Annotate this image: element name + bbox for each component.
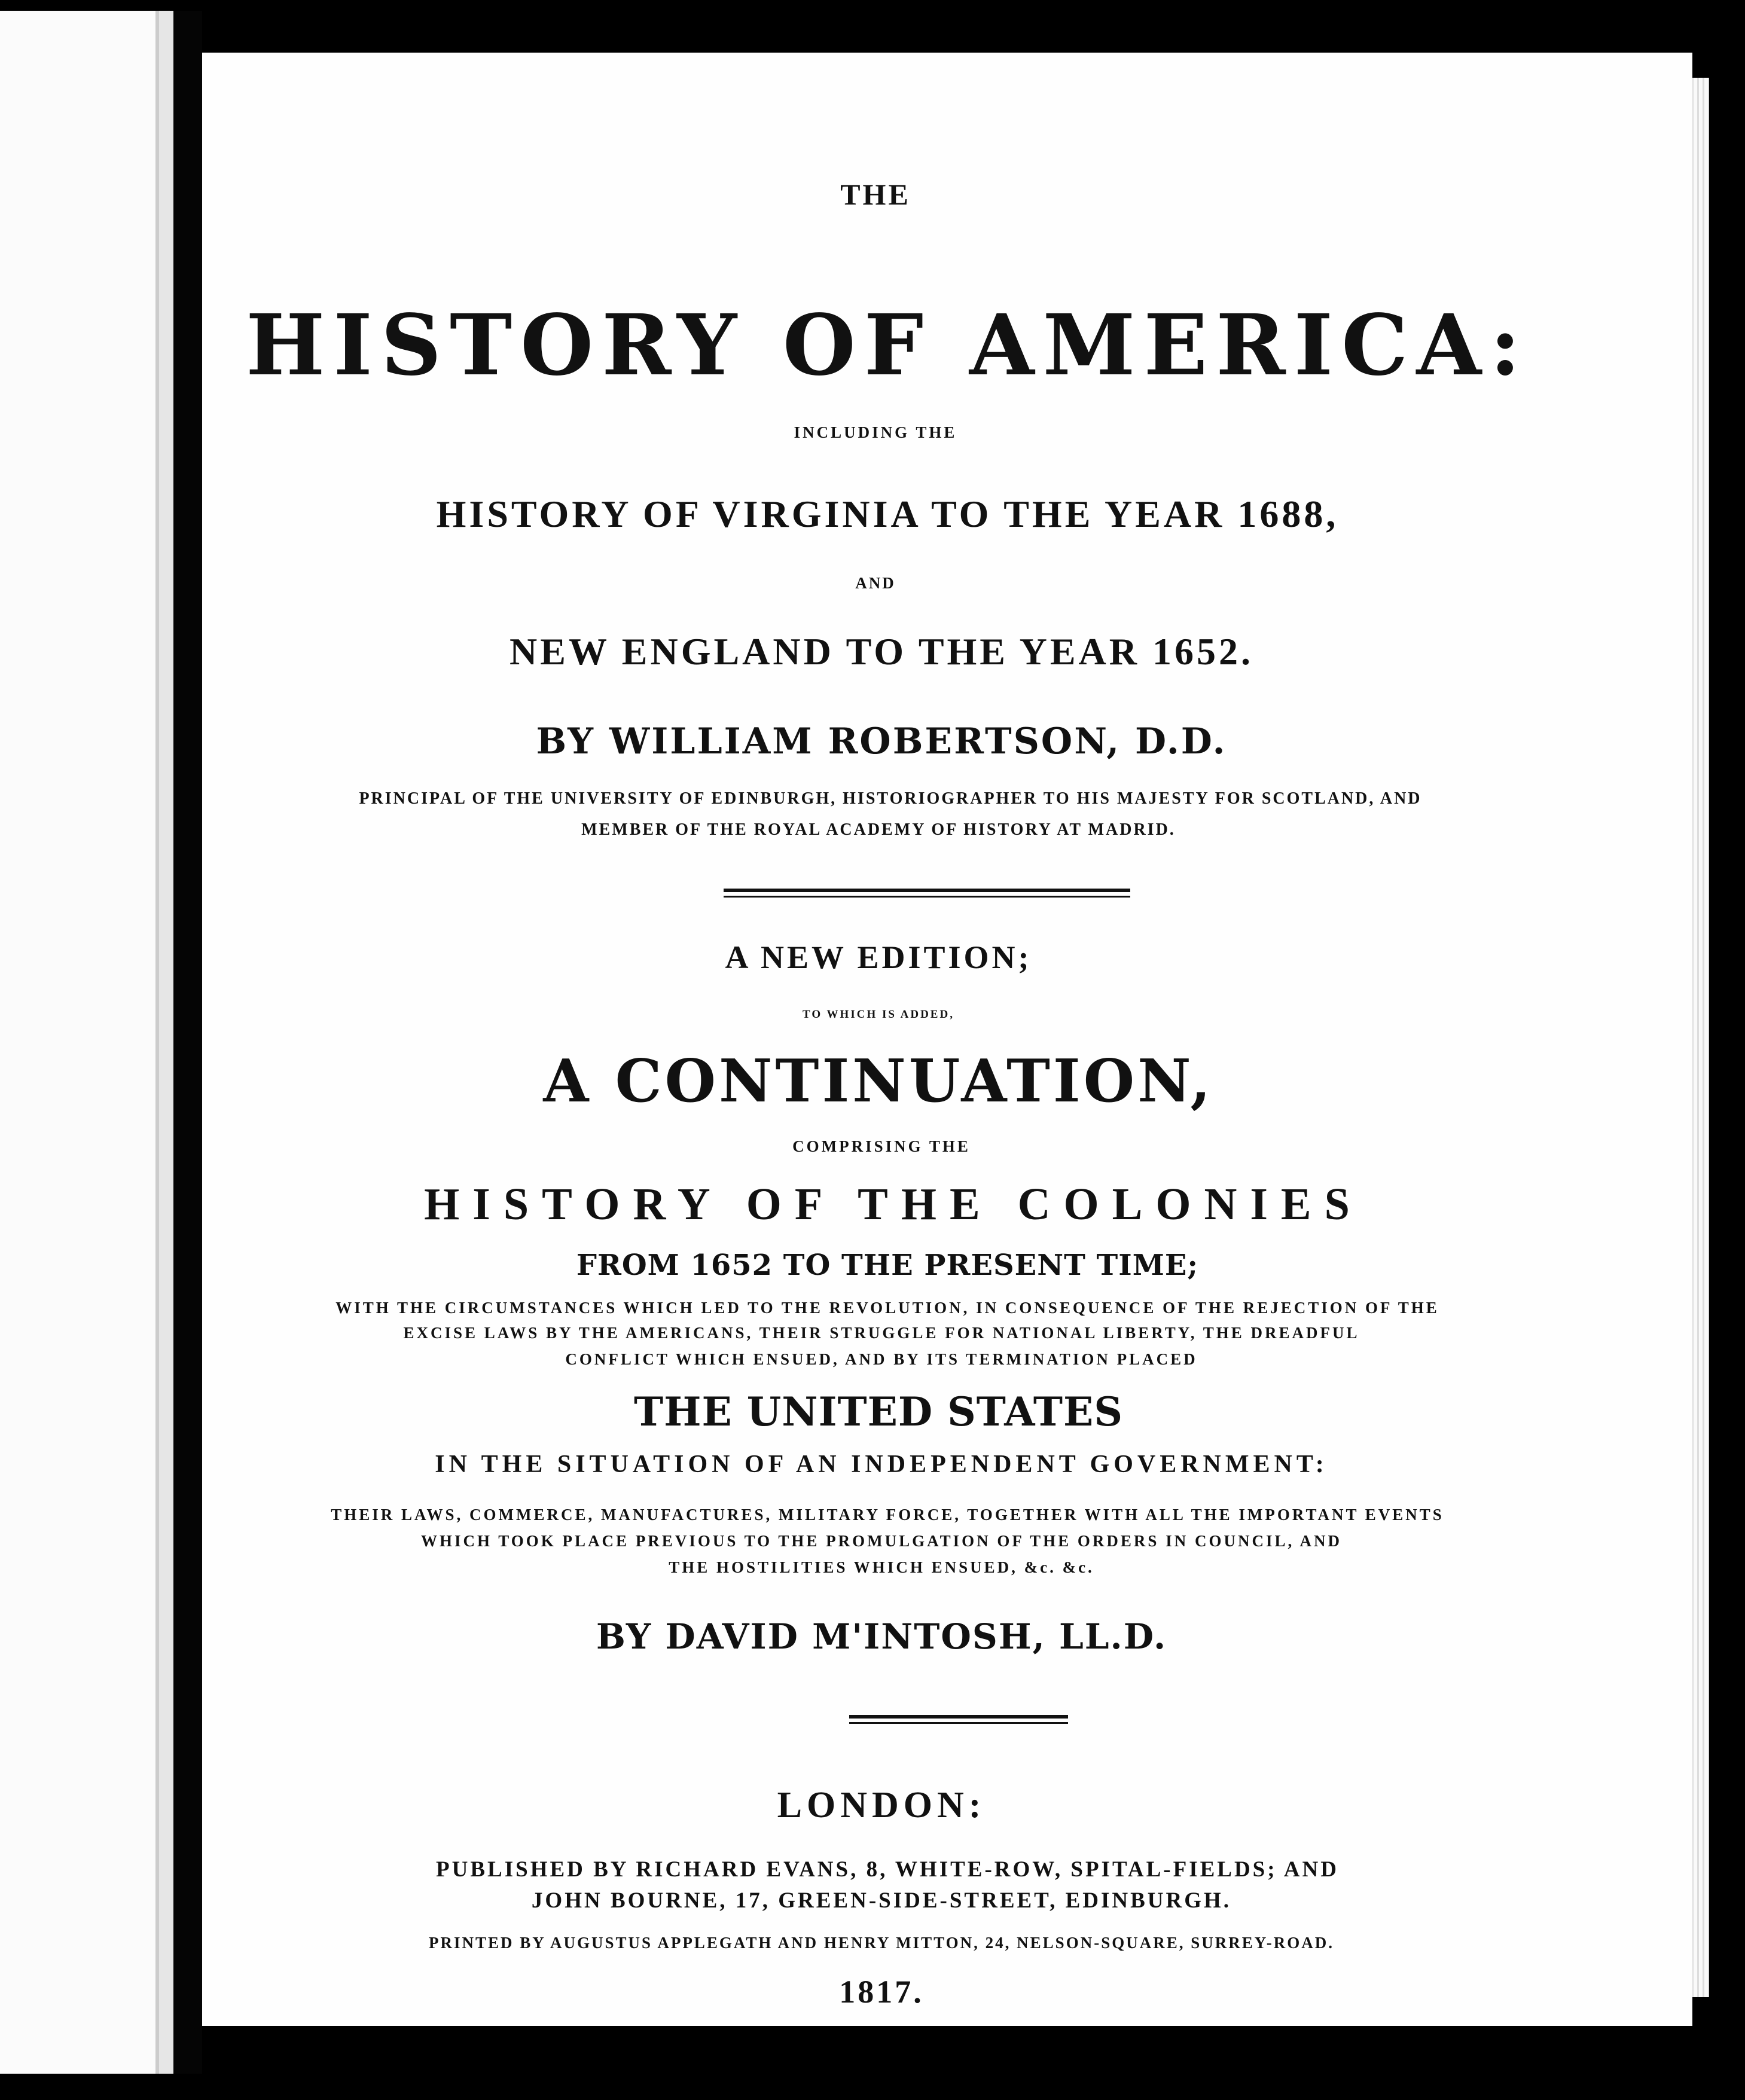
author-credentials-2: MEMBER OF THE ROYAL ACADEMY OF HISTORY AT MADRID. (581, 820, 1176, 839)
laws-1: THEIR LAWS, COMMERCE, MANUFACTURES, MILITARY FORCE, TOGETHER WITH ALL THE IMPORTANT EVENTS (331, 1506, 1444, 1524)
continuation-title: A CONTINUATION, (543, 1047, 1214, 1116)
divider-rule-2 (849, 1715, 1068, 1719)
circumstances-1: WITH THE CIRCUMSTANCES WHICH LED TO THE REVOLUTION, IN CONSEQUENCE OF THE REJECTION OF THE (335, 1299, 1439, 1317)
to-which-added: TO WHICH IS ADDED, (803, 1008, 954, 1021)
circumstances-2: EXCISE LAWS BY THE AMERICANS, THEIR STRUGGLE FOR NATIONAL LIBERTY, THE DREADFUL (403, 1324, 1360, 1342)
from-1652-line: FROM 1652 TO THE PRESENT TIME; (576, 1249, 1199, 1282)
new-england-line: NEW ENGLAND TO THE YEAR 1652. (510, 630, 1253, 673)
year-line: 1817. (839, 1974, 924, 2010)
author-credentials-1: PRINCIPAL OF THE UNIVERSITY OF EDINBURGH, HISTORIOGRAPHER TO HIS MAJESTY FOR SCOTLAND, AND (359, 789, 1422, 808)
publishers-1: PUBLISHED BY RICHARD EVANS, 8, WHITE-ROW, SPITAL-FIELDS; AND (436, 1857, 1339, 1882)
printer-line: PRINTED BY AUGUSTUS APPLEGATH AND HENRY MITTON, 24, NELSON-SQUARE, SURREY-ROAD. (429, 1934, 1334, 1952)
place-line: LONDON: (777, 1785, 986, 1826)
circumstances-3: CONFLICT WHICH ENSUED, AND BY ITS TERMINATION PLACED (565, 1350, 1198, 1368)
laws-3: THE HOSTILITIES WHICH ENSUED, &c. &c. (669, 1558, 1094, 1576)
publishers-2: JOHN BOURNE, 17, GREEN-SIDE-STREET, EDINBURGH. (531, 1888, 1232, 1913)
title-page (202, 53, 1692, 2026)
comprising-line: COMPRISING THE (792, 1137, 971, 1155)
laws-2: WHICH TOOK PLACE PREVIOUS TO THE PROMULGATION OF THE ORDERS IN COUNCIL, AND (421, 1532, 1342, 1550)
author-line: BY WILLIAM ROBERTSON, D.D. (536, 721, 1227, 762)
continuator-line: BY DAVID M'INTOSH, LL.D. (596, 1616, 1167, 1657)
independent-line: IN THE SITUATION OF AN INDEPENDENT GOVERNMENT: (435, 1451, 1328, 1478)
title-the: THE (840, 178, 911, 211)
including-line: INCLUDING THE (794, 423, 957, 441)
divider-rule-1 (724, 889, 1130, 892)
edition-line: A NEW EDITION; (725, 939, 1032, 975)
virginia-line: HISTORY OF VIRGINIA TO THE YEAR 1688, (436, 493, 1339, 535)
main-title: HISTORY OF AMERICA: (246, 297, 1529, 395)
united-states-title: THE UNITED STATES (634, 1388, 1123, 1435)
and-line: AND (855, 574, 896, 592)
colonies-title: HISTORY OF THE COLONIES (424, 1179, 1363, 1229)
